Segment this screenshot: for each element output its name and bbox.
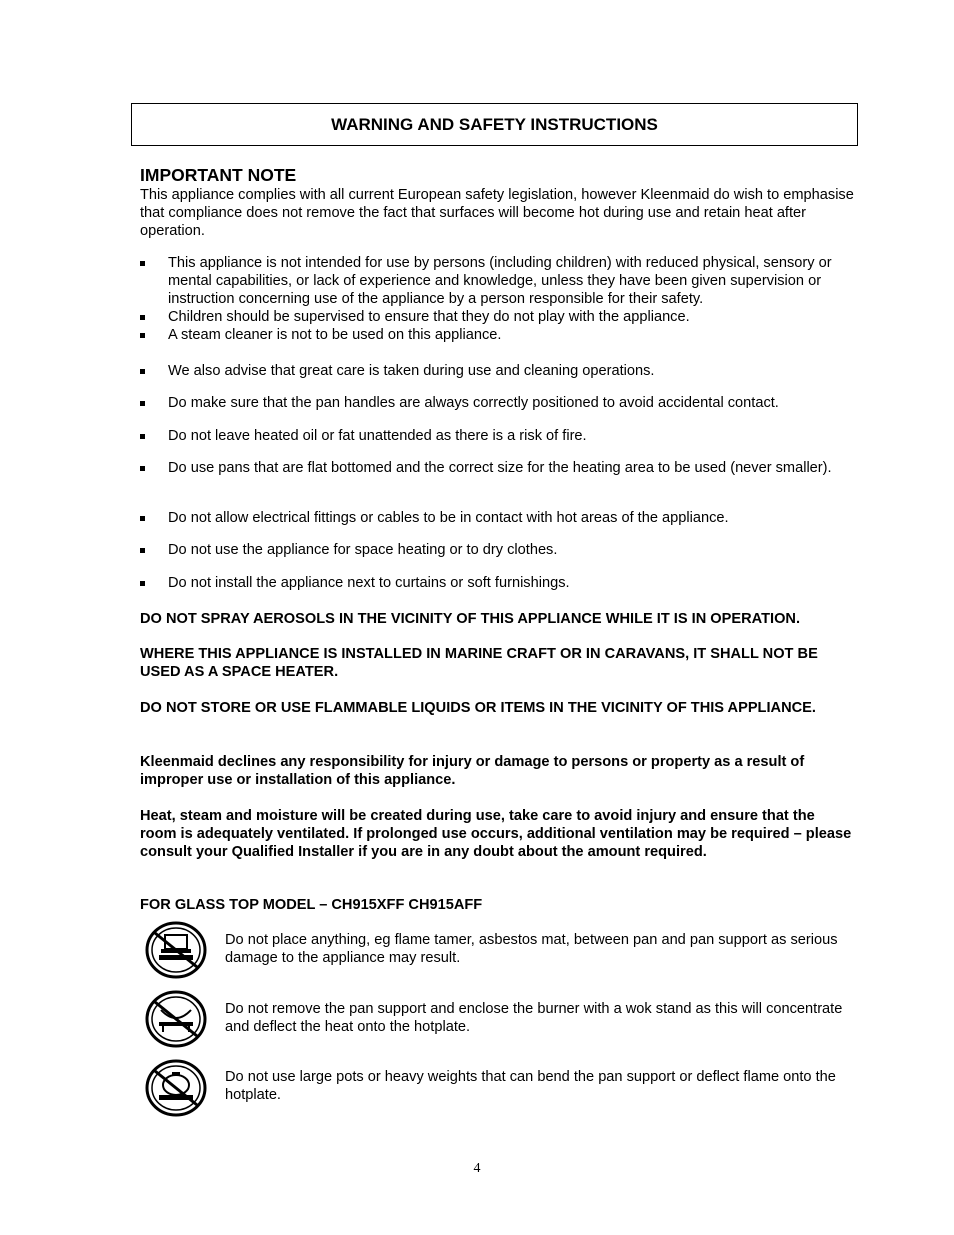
glass-top-heading: FOR GLASS TOP MODEL – CH915XFF CH915AFF: [140, 897, 483, 913]
no-wok-stand-icon: [145, 990, 207, 1048]
glass-top-item-text: Do not place anything, eg flame tamer, asbestos mat, between pan and pan support as serious damage to the appliance may result.: [225, 932, 838, 966]
section-title-box: [131, 103, 858, 146]
bullet-icon: [140, 261, 145, 266]
list-item: A steam cleaner is not to be used on this appliance.: [140, 326, 855, 344]
bullet-icon: [140, 516, 145, 521]
list-item: Do not use the appliance for space heating or to dry clothes.: [140, 541, 855, 559]
glass-top-item-text: Do not remove the pan support and enclose the burner with a wok stand as this will concentrate and deflect the heat onto the hotplate.: [225, 1001, 843, 1035]
bullet-icon: [140, 466, 145, 471]
list-item: Do make sure that the pan handles are always correctly positioned to avoid accidental contact.: [140, 394, 855, 412]
list-item: Do use pans that are flat bottomed and the correct size for the heating area to be used (never smaller).: [140, 459, 855, 477]
bullet-icon: [140, 581, 145, 586]
list-item: Do not allow electrical fittings or cables to be in contact with hot areas of the appliance.: [140, 509, 855, 527]
bullet-icon: [140, 315, 145, 320]
list-item: This appliance is not intended for use by persons (including children) with reduced physical, sensory or mental capabilities, or lack of experience and knowledge, unless they have been given supervision or instruction concerning use of the appliance by a person responsible for their safety.: [140, 254, 855, 308]
bullet-icon: [140, 369, 145, 374]
bullet-icon: [140, 401, 145, 406]
list-item: Do not leave heated oil or fat unattended as there is a risk of fire.: [140, 427, 855, 445]
list-item: Children should be supervised to ensure that they do not play with the appliance.: [140, 308, 855, 326]
important-note-text: This appliance complies with all current European safety legislation, however Kleenmaid do wish to emphasise that compliance does not remove the fact that surfaces will become hot during use and retain heat after operation.: [140, 187, 854, 239]
list-item: We also advise that great care is taken during use and cleaning operations.: [140, 362, 855, 380]
important-note-heading: IMPORTANT NOTE: [140, 165, 297, 185]
list-item: Do not install the appliance next to curtains or soft furnishings.: [140, 574, 855, 592]
warning-marine-caravan: WHERE THIS APPLIANCE IS INSTALLED IN MARINE CRAFT OR IN CARAVANS, IT SHALL NOT BE USED AS A SPACE HEATER.: [140, 646, 818, 680]
bullet-icon: [140, 434, 145, 439]
glass-top-item-text: Do not use large pots or heavy weights that can bend the pan support or deflect flame onto the hotplate.: [225, 1069, 836, 1103]
warning-flammable: DO NOT STORE OR USE FLAMMABLE LIQUIDS OR ITEMS IN THE VICINITY OF THIS APPLIANCE.: [140, 700, 816, 716]
warning-ventilation: Heat, steam and moisture will be created during use, take care to avoid injury and ensure that the room is adequately ventilated. If prolonged use occurs, additional ventilation may be required – please consult your Qualified Installer if you are in any doubt about the amount required.: [140, 808, 852, 860]
no-flame-tamer-icon: [145, 921, 207, 979]
no-heavy-pot-icon: [145, 1059, 207, 1117]
disclaimer: Kleenmaid declines any responsibility for injury or damage to persons or property as a result of improper use or installation of this appliance.: [140, 754, 805, 788]
bullet-icon: [140, 333, 145, 338]
warning-aerosols: DO NOT SPRAY AEROSOLS IN THE VICINITY OF THIS APPLIANCE WHILE IT IS IN OPERATION.: [140, 611, 801, 627]
section-title: WARNING AND SAFETY INSTRUCTIONS: [331, 114, 658, 134]
page-number: 4: [473, 1161, 481, 1176]
bullet-icon: [140, 548, 145, 553]
